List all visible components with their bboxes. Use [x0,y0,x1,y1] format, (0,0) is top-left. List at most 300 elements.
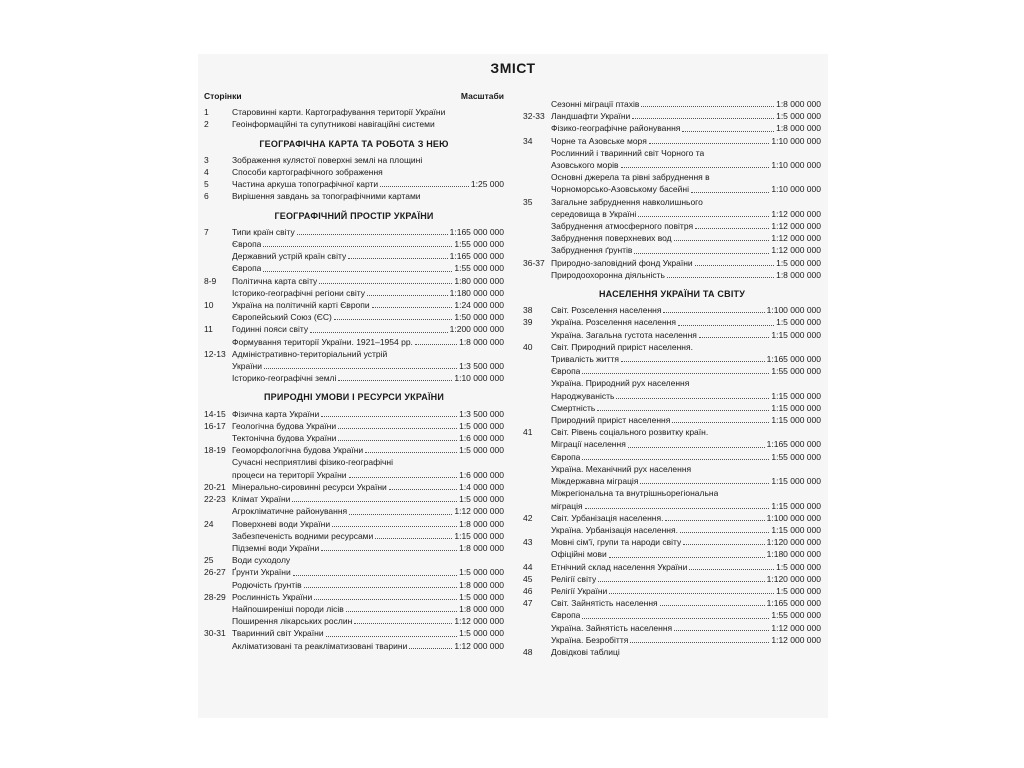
toc-entry [523,257,821,269]
entry-title: Європейський Союз (ЄС) [232,312,332,323]
leader-dots [367,294,448,296]
leader-dots [695,264,774,266]
section-heading: НАСЕЛЕННЯ УКРАЇНИ ТА СВІТУ [598,289,746,300]
page-number: 45 [523,573,533,584]
toc-entry [523,561,821,573]
map-scale: 1:15 000 000 [771,390,821,401]
toc-entry [523,463,821,475]
page-number: 5 [204,179,209,190]
leader-dots [365,451,457,453]
map-scale: 1:8 000 000 [776,269,821,280]
map-scale: 1:3 500 000 [459,361,504,372]
entry-title: Європа [232,263,262,274]
toc-left-entries [204,106,504,652]
leader-dots [297,233,448,235]
map-scale: 1:200 000 000 [449,324,504,335]
toc-entry [523,524,821,536]
leader-dots [321,549,457,551]
entry-title: Поверхневі води України [232,518,331,529]
page-number: 3 [204,154,209,165]
entry-title: Геоморфологічна будова України [232,445,364,456]
map-scale: 1:8 000 000 [459,518,504,529]
map-scale: 1:165 000 000 [766,354,821,365]
map-scale: 1:10 000 000 [771,184,821,195]
page-number: 44 [523,561,533,572]
leader-dots [346,610,457,612]
leader-dots [338,379,452,381]
toc-entry [204,542,504,554]
page-number: 48 [523,646,533,657]
leader-dots [621,360,765,362]
map-scale: 1:165 000 000 [449,251,504,262]
map-scale: 1:12 000 000 [454,506,504,517]
map-scale: 1:180 000 000 [766,549,821,560]
toc-left-column [204,90,504,652]
entry-title: Міжрегіональна та внутрішньорегіональна [551,488,719,499]
toc-entry [523,390,821,402]
entry-title: Агрокліматичне районування [232,506,348,517]
map-scale: 1:55 000 000 [454,263,504,274]
column-headers [204,90,504,102]
map-scale: 1:8 000 000 [459,542,504,553]
toc-entry [523,475,821,487]
leader-dots [630,641,769,643]
entry-title: Тваринний світ України [232,628,324,639]
entry-title: Годинні пояси світу [232,324,309,335]
entry-title: Світ. Природний приріст населення. [551,341,693,352]
toc-entry [523,183,821,195]
leader-dots [348,257,447,259]
entry-title: середовища в Україні [551,208,637,219]
map-scale: 1:8 000 000 [459,603,504,614]
entry-title: Світ. Зайнятість населення [551,598,658,609]
toc-entry [204,348,504,360]
page-number: 39 [523,317,533,328]
toc-entry [204,530,504,542]
map-scale: 1:165 000 000 [766,598,821,609]
map-scale: 1:165 000 000 [449,226,504,237]
entry-title: Зображення кулястої поверхні землі на площині [232,154,423,165]
map-scale: 1:50 000 000 [454,312,504,323]
entry-title: Вирішення завдань за топографічними картами [232,191,421,202]
map-scale: 1:5 000 000 [776,257,821,268]
leader-dots [649,142,770,144]
entry-title: Забруднення атмосферного повітря [551,221,694,232]
leader-dots [609,556,765,558]
entry-title: Акліматизовані та реакліматизовані тварини [232,640,408,651]
entry-title: Європа [232,239,262,250]
leader-dots [632,117,774,119]
entry-title: Європа [551,451,581,462]
leader-dots [338,439,457,441]
leader-dots [674,239,770,241]
entry-title: Світ. Рівень соціального розвитку країн. [551,427,709,438]
toc-entry [523,426,821,438]
leader-dots [321,415,457,417]
entry-title: Релігії України [551,585,608,596]
toc-entry [523,548,821,560]
leader-dots [638,215,769,217]
toc-entry [204,627,504,639]
entry-title: Мовні сім'ї, групи та народи світу [551,537,682,548]
leader-dots [372,306,453,308]
map-scale: 1:55 000 000 [771,366,821,377]
entry-title: Ландшафти України [551,111,631,122]
toc-entry [204,505,504,517]
page-number: 4 [204,167,209,178]
toc-right-column [523,98,821,658]
entry-title: Забруднення ґрунтів [551,245,633,256]
entry-title: Тектонічна будова України [232,433,337,444]
toc-entry [204,615,504,627]
header-scales: Масштаби [460,91,504,101]
entry-title: Чорноморсько-Азовському басейні [551,184,689,195]
toc-entry [204,299,504,311]
map-scale: 1:3 500 000 [459,408,504,419]
leader-dots [585,507,770,509]
toc-entry [523,646,821,658]
entry-title: Природоохоронна діяльність [551,269,665,280]
entry-title: Україна. Природний рух населення [551,378,690,389]
map-scale: 1:15 000 000 [454,530,504,541]
leader-dots [634,252,769,254]
toc-entry [523,232,821,244]
page-number: 1 [204,107,209,118]
entry-title: процеси на території України [232,469,347,480]
toc-entry [204,336,504,348]
toc-entry [523,341,821,353]
entry-title: Чорне та Азовське моря [551,135,647,146]
leader-dots [597,409,769,411]
entry-title: Україна. Механічний рух населення [551,463,692,474]
leader-dots [609,592,774,594]
map-scale: 1:8 000 000 [459,579,504,590]
map-scale: 1:55 000 000 [771,451,821,462]
toc-entry [523,414,821,426]
leader-dots [672,421,769,423]
page-number: 38 [523,305,533,316]
entry-title: Геоінформаційні та супутникові навігаційні системи [232,119,435,130]
page-number: 2 [204,119,209,130]
leader-dots [616,397,769,399]
toc-entry [523,122,821,134]
leader-dots [389,488,457,490]
leader-dots [680,531,769,533]
entry-title: Україна. Урбанізація населення. [551,524,678,535]
entry-title: Способи картографічного зображення [232,167,383,178]
toc-entry [204,178,504,190]
toc-entry [523,451,821,463]
leader-dots [678,324,774,326]
entry-title: Ґрунти України [232,567,291,578]
entry-title: Україна. Зайнятість населення [551,622,673,633]
toc-entry [523,536,821,548]
map-scale: 1:5 000 000 [776,111,821,122]
entry-title: Забруднення поверхневих вод [551,233,672,244]
map-scale: 1:25 000 [470,179,504,190]
entry-title: Тривалість життя [551,354,619,365]
entry-title: Релігії світу [551,573,597,584]
map-scale: 1:12 000 000 [771,221,821,232]
page-number: 46 [523,585,533,596]
entry-title: Міграції населення [551,439,626,450]
toc-entry [523,487,821,499]
map-scale: 1:5 000 000 [459,420,504,431]
entry-title: Сезонні міграції птахів [551,99,640,109]
toc-entry [523,220,821,232]
page-number: 22-23 [204,494,226,505]
leader-dots [334,318,453,320]
toc-entry [204,154,504,166]
map-scale: 1:55 000 000 [454,239,504,250]
map-scale: 1:4 000 000 [459,481,504,492]
page-number: 47 [523,598,533,609]
page-number: 8-9 [204,275,217,286]
map-scale: 1:15 000 000 [771,500,821,511]
entry-title: Україна на політичній карті Європи [232,300,370,311]
toc-entry [523,135,821,147]
entry-title: Україна. Розселення населення [551,317,676,328]
toc-entry [204,250,504,262]
leader-dots [683,543,764,545]
leader-dots [415,343,457,345]
entry-title: Етнічний склад населення України [551,561,688,572]
map-scale: 1:5 000 000 [459,445,504,456]
page-number: 16-17 [204,420,226,431]
toc-entry [523,196,821,208]
toc-entry [523,609,821,621]
toc-entry [523,208,821,220]
toc-entry [523,110,821,122]
entry-title: Смертність [551,402,596,413]
leader-dots [665,519,764,521]
map-scale: 1:12 000 000 [771,634,821,645]
leader-dots [264,367,457,369]
leader-dots [699,336,769,338]
entry-title: Старовинні карти. Картографування території України [232,107,446,118]
toc-entry [204,238,504,250]
page-number: 10 [204,300,214,311]
toc-entry [204,262,504,274]
toc-entry [204,106,504,118]
page-title: ЗМІСТ [490,60,536,76]
leader-dots [326,635,458,637]
entry-title: Світ. Урбанізація населення. [551,512,664,523]
map-scale: 1:12 000 000 [771,245,821,256]
leader-dots [695,227,769,229]
page-number: 11 [204,324,213,335]
map-scale: 1:12 000 000 [771,622,821,633]
toc-entry [523,585,821,597]
entry-title: Політична карта світу [232,275,318,286]
toc-entry [204,190,504,202]
map-scale: 1:10 000 000 [454,373,504,384]
map-scale: 1:5 000 000 [776,317,821,328]
map-scale: 1:5 000 000 [459,591,504,602]
leader-dots [263,245,452,247]
entry-title: Частина аркуша топографічної карти [232,179,379,190]
toc-entry [523,159,821,171]
entry-title: міграція [551,500,583,511]
toc-entry [523,353,821,365]
entry-title: Адміністративно-територіальний устрій [232,348,388,359]
entry-title: Європа [551,366,581,377]
map-scale: 1:120 000 000 [766,573,821,584]
leader-dots [409,647,452,649]
toc-entry [523,622,821,634]
entry-title: Загальне забруднення навколишнього [551,196,703,207]
map-scale: 1:5 000 000 [459,494,504,505]
map-scale: 1:10 000 000 [771,135,821,146]
section-heading: ГЕОГРАФІЧНИЙ ПРОСТІР УКРАЇНИ [274,210,434,221]
leader-dots [349,476,458,478]
toc-entry [204,579,504,591]
map-scale: 1:120 000 000 [766,537,821,548]
entry-title: Природно-заповідний фонд України [551,257,693,268]
entry-title: Геологічна будова України [232,420,337,431]
entry-title: Природний приріст населення [551,415,671,426]
toc-entry [523,402,821,414]
map-scale: 1:12 000 000 [454,616,504,627]
map-scale: 1:12 000 000 [771,233,821,244]
map-scale: 1:12 000 000 [454,640,504,651]
page-number: 32-33 [523,111,545,122]
toc-entry [204,118,504,130]
page-number: 28-29 [204,591,226,602]
toc-entry [523,512,821,524]
map-scale: 1:6 000 000 [459,469,504,480]
toc-entry [523,438,821,450]
leader-dots [293,574,457,576]
entry-title: Історико-географічні регіони світу [232,287,366,298]
page-number: 43 [523,537,533,548]
map-scale: 1:15 000 000 [771,476,821,487]
leader-dots [682,130,774,132]
map-scale: 1:10 000 000 [771,160,821,171]
toc-entry [523,365,821,377]
toc-entry [204,518,504,530]
map-scale: 1:8 000 000 [776,99,821,109]
leader-dots [689,568,774,570]
page-number: 34 [523,135,533,146]
map-scale: 1:6 000 000 [459,433,504,444]
entry-title: Основні джерела та рівні забруднення в [551,172,710,183]
map-scale: 1:15 000 000 [771,402,821,413]
toc-entry [523,244,821,256]
entry-title: Державний устрій країн світу [232,251,347,262]
toc-entry [523,500,821,512]
toc-entry [204,444,504,456]
map-scale: 1:55 000 000 [771,610,821,621]
map-scale: 1:12 000 000 [771,208,821,219]
entry-title: Рослинний і тваринний світ Чорного та [551,147,705,158]
toc-entry [204,372,504,384]
page-number: 30-31 [204,628,226,639]
toc-right-entries [523,98,821,658]
leader-dots [641,105,774,107]
map-scale: 1:8 000 000 [776,123,821,134]
entry-title: Світ. Розселення населення [551,305,662,316]
entry-title: Народжуваність [551,390,615,401]
toc-entry [204,456,504,468]
toc-entry [204,469,504,481]
entry-title: Сучасні несприятливі фізико-географічні [232,457,393,468]
entry-title: Україна. Загальна густота населення [551,329,697,340]
page-number: 18-19 [204,445,226,456]
map-scale: 1:180 000 000 [449,287,504,298]
toc-entry [204,420,504,432]
entry-title: України [232,361,262,372]
leader-dots [628,446,765,448]
toc-entry [523,377,821,389]
leader-dots [674,629,769,631]
entry-title: Поширення лікарських рослин [232,616,353,627]
leader-dots [640,482,769,484]
toc-entry [523,147,821,159]
entry-title: Фізико-географічне районування [551,123,681,134]
toc-entry [204,275,504,287]
map-scale: 1:5 000 000 [459,567,504,578]
toc-entry [204,226,504,238]
leader-dots [582,458,769,460]
toc-entry [204,323,504,335]
leader-dots [663,311,764,313]
leader-dots [332,525,457,527]
section-heading: ПРИРОДНІ УМОВИ І РЕСУРСИ УКРАЇНИ [263,392,445,403]
page-number: 35 [523,196,533,207]
page-number: 6 [204,191,209,202]
entry-title: Офіційні мови [551,549,607,560]
leader-dots [375,537,452,539]
map-scale: 1:5 000 000 [776,561,821,572]
leader-dots [314,598,457,600]
toc-entry [523,171,821,183]
toc-entry [523,316,821,328]
leader-dots [660,604,765,606]
toc-entry [204,493,504,505]
toc-entry [523,597,821,609]
toc-entry [204,591,504,603]
page-number: 42 [523,512,533,523]
entry-title: Води суходолу [232,555,291,566]
toc-entry [204,360,504,372]
toc-entry [523,634,821,646]
map-scale: 1:15 000 000 [771,415,821,426]
leader-dots [598,580,764,582]
toc-entry [204,603,504,615]
toc-entry [204,166,504,178]
page-number: 25 [204,555,214,566]
entry-title: Довідкові таблиці [551,646,620,657]
page-number: 7 [204,226,209,237]
map-scale: 1:5 000 000 [776,585,821,596]
header-pages: Сторінки [204,91,242,101]
map-scale: 1:165 000 000 [766,439,821,450]
leader-dots [691,191,769,193]
page-number: 40 [523,341,533,352]
toc-entry [523,98,821,110]
toc-entry [523,329,821,341]
entry-title: Формування території України. 1921–1954 рр. [232,336,413,347]
toc-entry [204,408,504,420]
leader-dots [582,617,769,619]
entry-title: Типи країн світу [232,226,295,237]
entry-title: Фізична карта України [232,408,320,419]
toc-entry [523,304,821,316]
entry-title: Забезпеченість водними ресурсами [232,530,374,541]
section-heading: ГЕОГРАФІЧНА КАРТА ТА РОБОТА З НЕЮ [259,138,449,149]
page-number: 20-21 [204,481,226,492]
